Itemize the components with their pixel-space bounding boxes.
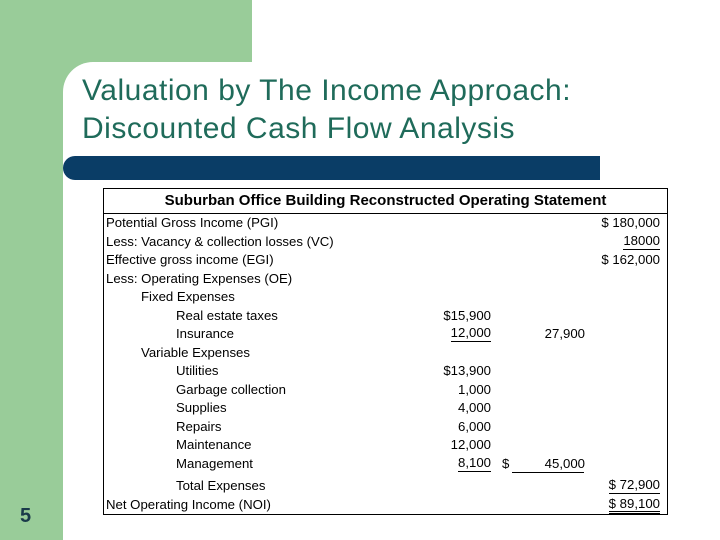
row-management — [104, 455, 667, 473]
row-repairs — [104, 418, 667, 436]
row-noi — [104, 496, 667, 514]
row-pgi — [104, 214, 667, 232]
slide-title-line-2: Discounted Cash Flow Analysis — [82, 112, 516, 145]
row-label: Repairs — [176, 418, 222, 434]
subtotal-value: 27,900 — [544, 326, 585, 341]
total-value: 18000 — [623, 232, 660, 248]
row-label: Insurance — [176, 326, 234, 341]
item-value: 6,000 — [457, 418, 491, 434]
total-value: $ 162,000 — [601, 252, 660, 267]
total-value: $ 72,900 — [608, 477, 660, 492]
row-maintenance — [104, 436, 667, 454]
row-insurance — [104, 325, 667, 343]
slide-title — [82, 72, 571, 148]
row-total-expenses — [104, 477, 667, 495]
row-label: Real estate taxes — [176, 307, 278, 323]
item-value: 4,000 — [457, 400, 491, 415]
item-value: 8,100 — [457, 454, 491, 470]
row-label: Less: Vacancy & collection losses (VC) — [106, 233, 334, 249]
subtotal-value: 45,000 — [544, 455, 585, 471]
row-label: Maintenance — [176, 437, 252, 452]
item-value: $15,900 — [443, 307, 491, 323]
item-value: 12,000 — [450, 437, 491, 452]
row-garbage-collection — [104, 381, 667, 399]
item-value: 12,000 — [450, 325, 491, 340]
row-fixed-expenses — [104, 288, 667, 306]
subtotal-underline — [512, 472, 584, 473]
row-real-estate-taxes — [104, 307, 667, 325]
row-operating-expenses — [104, 270, 667, 288]
total-value: $ 180,000 — [601, 215, 660, 230]
row-label: Garbage collection — [176, 381, 286, 397]
row-vacancy — [104, 233, 667, 251]
item-value: $13,900 — [443, 363, 491, 378]
item-value: 1,000 — [457, 381, 491, 397]
row-label: Utilities — [176, 363, 219, 378]
row-variable-expenses — [104, 344, 667, 362]
operating-statement-table — [103, 188, 668, 515]
row-label: Supplies — [176, 400, 227, 415]
row-supplies — [104, 399, 667, 417]
row-label: Fixed Expenses — [141, 289, 235, 304]
row-label: Total Expenses — [176, 478, 266, 493]
row-label: Less: Operating Expenses (OE) — [106, 270, 293, 286]
row-label: Variable Expenses — [141, 344, 250, 360]
statement-heading: Suburban Office Building Reconstructed Operating Statement — [104, 189, 667, 214]
row-label: Net Operating Income (NOI) — [106, 496, 271, 512]
title-underline-bar — [63, 156, 600, 180]
subtotal-dollar-sign: $ — [502, 455, 510, 471]
slide-title-line-1: Valuation by The Income Approach: — [82, 74, 572, 107]
row-egi — [104, 251, 667, 269]
row-label: Management — [176, 455, 253, 471]
row-label: Potential Gross Income (PGI) — [106, 215, 279, 230]
total-value: $ 89,100 — [609, 496, 660, 514]
slide-number: 5 — [20, 505, 32, 527]
row-label: Effective gross income (EGI) — [106, 252, 274, 267]
row-utilities — [104, 362, 667, 380]
